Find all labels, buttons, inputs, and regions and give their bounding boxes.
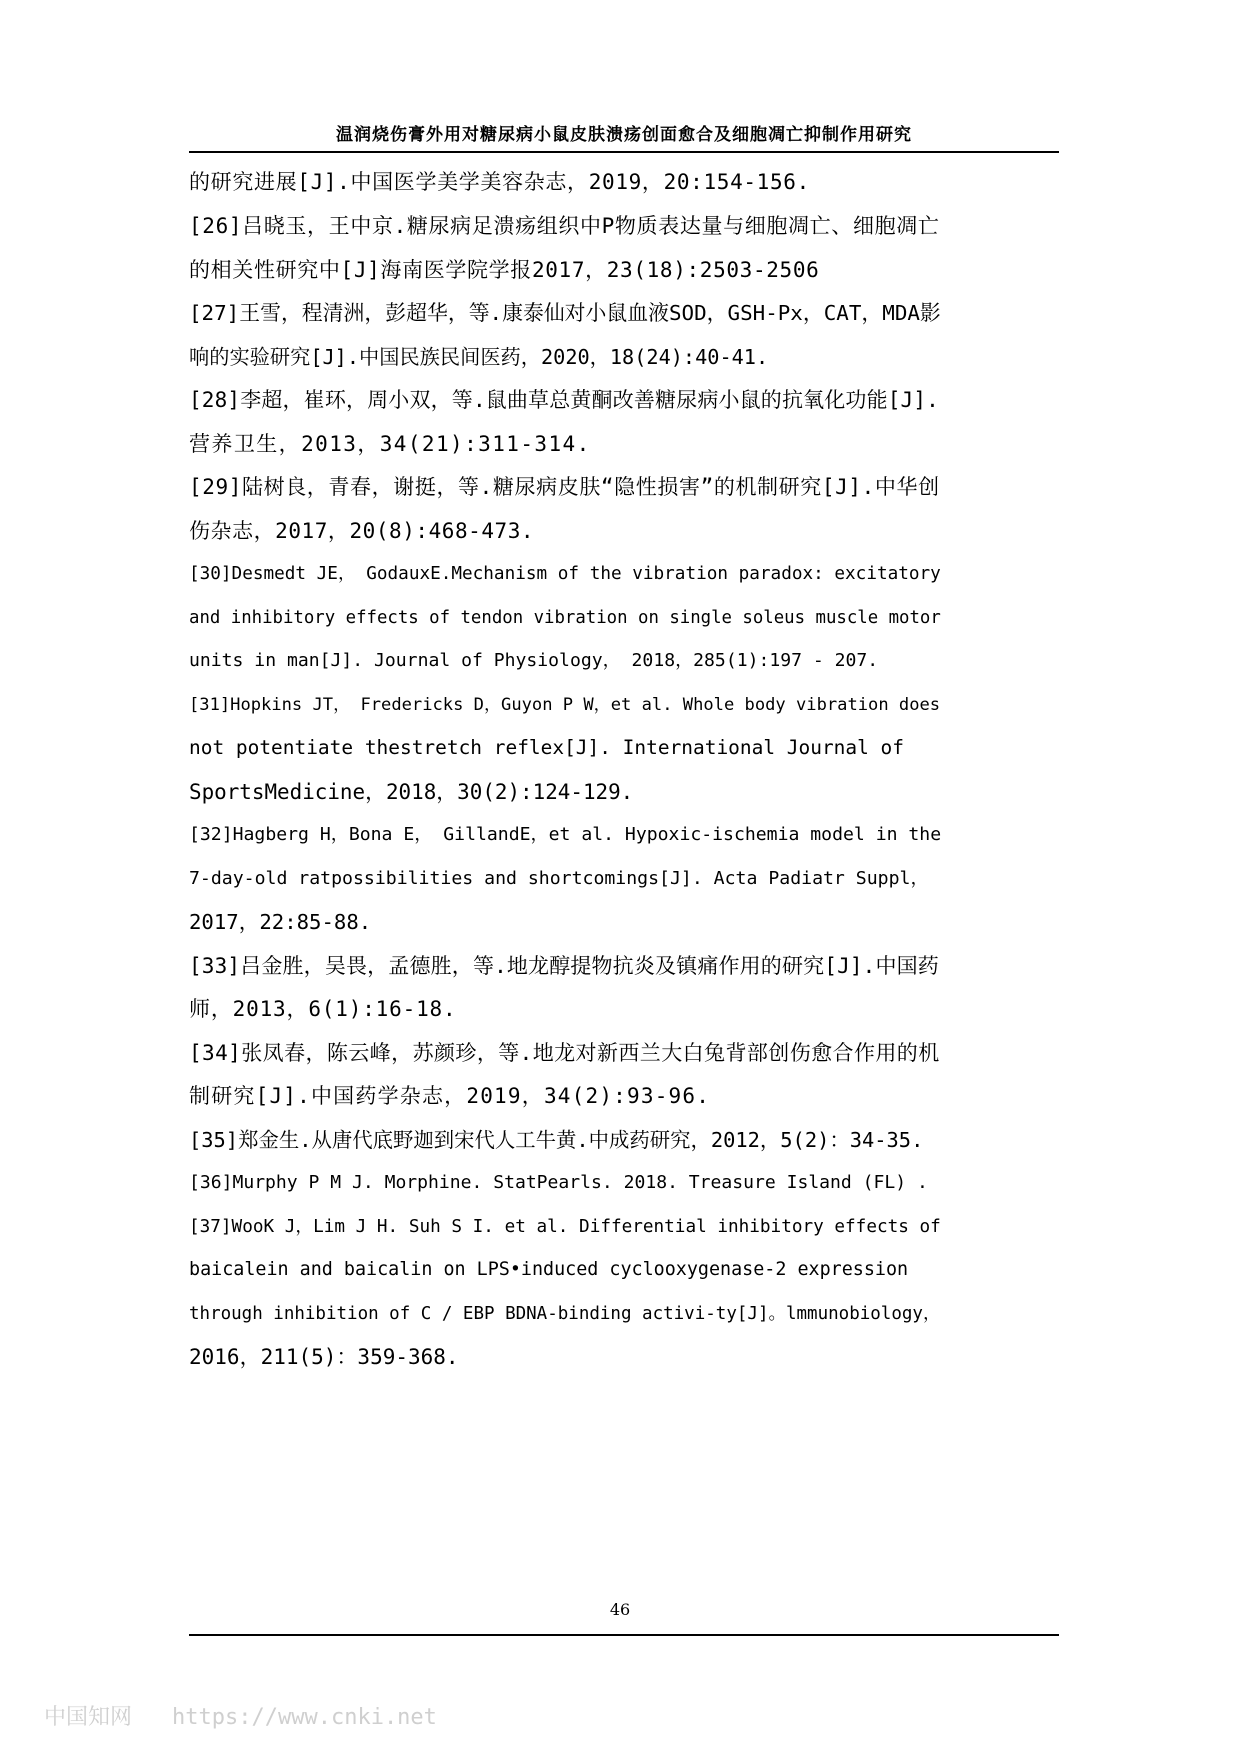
reference-line: [34]张凤春，陈云峰，苏颜珍，等.地龙对新西兰大白兔背部创伤愈合作用的机 (189, 1041, 940, 1065)
reference-line: units in man[J]. Journal of Physiology， 2018，285(1):197 - 207. (189, 650, 879, 671)
reference-line: [36]Murphy P M J. Morphine. StatPearls. 2018. Treasure Island (FL) . (189, 1172, 928, 1193)
reference-line: 2016，211(5)：359-368. (189, 1345, 459, 1369)
reference-line: [30]Desmedt JE， GodauxE.Mechanism of the vibration paradox: excitatory (189, 564, 941, 584)
reference-line: 的相关性研究中[J]海南医学院学报2017，23(18):2503-2506 (189, 258, 820, 282)
reference-line: [26]吕晓玉，王中京.糖尿病足溃疡组织中P物质表达量与细胞凋亡、细胞凋亡 (189, 214, 940, 238)
running-header-title: 温润烧伤膏外用对糖尿病小鼠皮肤溃疡创面愈合及细胞凋亡抑制作用研究 (336, 125, 912, 145)
watermark-brand: 中国知网 (44, 1705, 133, 1730)
reference-line: 制研究[J].中国药学杂志，2019，34(2):93-96. (189, 1084, 711, 1108)
reference-line: 营养卫生，2013，34(21):311-314. (189, 432, 591, 456)
reference-line: 师，2013，6(1):16-18. (189, 997, 457, 1021)
reference-line: [35]郑金生.从唐代底野迦到宋代人工牛黄.中成药研究，2012，5(2)：34-35. (189, 1128, 924, 1152)
reference-line: [29]陆树良，青春，谢挺，等.糖尿病皮肤“隐性损害”的机制研究[J].中华创 (189, 475, 940, 499)
page-number: 46 (609, 1600, 631, 1619)
reference-line: 的研究进展[J].中国医学美学美容杂志，2019，20:154-156. (189, 170, 810, 194)
watermark-url: https://www.cnki.net (172, 1705, 437, 1730)
cnki-watermark (44, 1700, 437, 1731)
reference-line: [28]李超，崔环，周小双，等.鼠曲草总黄酮改善糖尿病小鼠的抗氧化功能[J]. (189, 388, 939, 412)
header-rule (189, 151, 1059, 153)
reference-line: [31]Hopkins JT， Fredericks D，Guyon P W，et al. Whole body vibration does (189, 695, 941, 715)
reference-line: 2017，22:85-88. (189, 910, 372, 934)
reference-line: [27]王雪，程清洲，彭超华，等.康泰仙对小鼠血液SOD，GSH-Px，CAT，MDA影 (189, 301, 941, 325)
reference-line: not potentiate thestretch reflex[J]. International Journal of (189, 736, 904, 759)
reference-line: through inhibition of C / EBP BDNA-binding activi-ty[J]。lmmunobiology， (189, 1304, 941, 1324)
reference-line: 响的实验研究[J].中国民族民间医药，2020，18(24):40-41. (189, 345, 769, 369)
reference-line: baicalein and baicalin on LPS•induced cyclooxygenase-2 expression (189, 1259, 909, 1280)
reference-line: 伤杂志，2017，20(8):468-473. (189, 519, 535, 543)
reference-line: [32]Hagberg H，Bona E， GillandE，et al. Hypoxic-ischemia model in the (189, 824, 942, 845)
reference-line: SportsMedicine，2018，30(2):124-129. (189, 780, 634, 804)
reference-line: and inhibitory effects of tendon vibration on single soleus muscle motor (189, 608, 941, 628)
footer-rule (189, 1634, 1059, 1636)
reference-line: 7-day-old ratpossibilities and shortcomings[J]. Acta Padiatr Suppl， (189, 868, 929, 889)
reference-line: [33]吕金胜，吴畏，孟德胜，等.地龙醇提物抗炎及镇痛作用的研究[J].中国药 (189, 954, 939, 978)
reference-line: [37]WooK J，Lim J H. Suh S I. et al. Differential inhibitory effects of (189, 1217, 941, 1237)
